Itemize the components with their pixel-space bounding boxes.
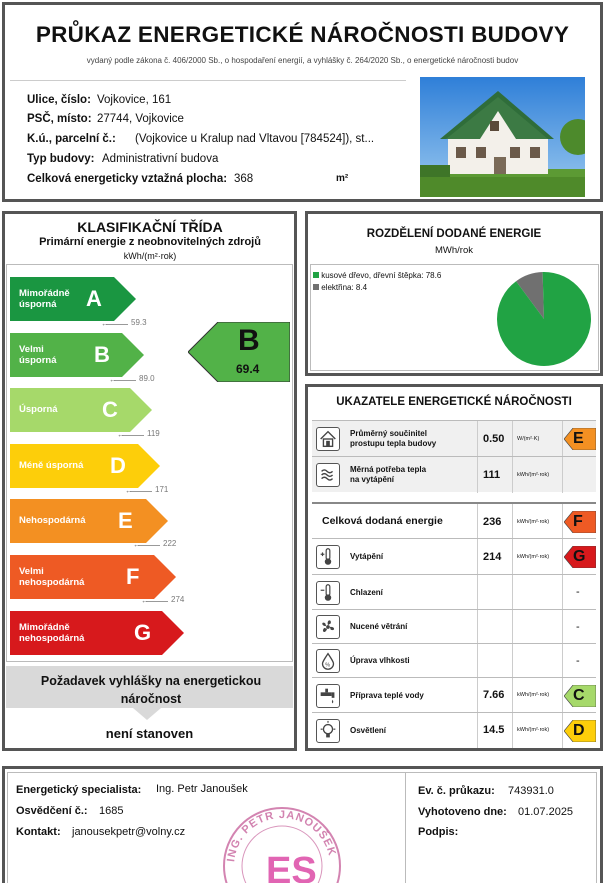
indicator-col-sep [512, 678, 513, 713]
indicator-class-badge [564, 546, 596, 568]
threshold-value-5: 274 [171, 595, 185, 604]
indicator-value: 111 [483, 468, 501, 481]
class-letter-d: D [110, 453, 126, 478]
class-label-d [19, 460, 83, 471]
stamp-letters: ES [266, 850, 317, 883]
classification-subtitle: Primární energie z neobnovitelných zdrojů [39, 236, 261, 248]
indicator-class-badge [564, 685, 596, 707]
building-info [10, 80, 406, 197]
result-arrow [188, 322, 290, 382]
page-title: PRŮKAZ ENERGETICKÉ NÁROČNOSTI BUDOVY [35, 22, 570, 47]
indicator-label [350, 588, 383, 598]
indicator-col-sep [512, 539, 513, 575]
indicator-value: 214 [483, 550, 502, 563]
ku-label: K.ú., parcelní č.: [27, 133, 116, 145]
indicator-class-badge [564, 720, 596, 742]
energy-split-title: ROZDĚLENÍ DODANÉ ENERGIE [366, 228, 542, 240]
threshold-line-3 [130, 491, 152, 492]
indicator-col-sep [477, 539, 478, 575]
indicator-class-letter: E [573, 430, 584, 447]
specialist-value: Ing. Petr Janoušek [156, 783, 248, 795]
class-bar-g [10, 611, 184, 655]
indicator-class-badge [564, 428, 596, 450]
energy-pie-chart [496, 271, 592, 367]
indicator-col-sep [477, 457, 478, 493]
class-letter-g: G [134, 620, 152, 645]
class-label-line1: Velmi [19, 344, 44, 355]
class-label-line1: Úsporná [19, 404, 58, 415]
svg-text:%: % [325, 662, 331, 669]
house-icon [316, 427, 340, 451]
psc-value: 27744, Vojkovice [97, 113, 184, 125]
indicator-unit: kWh/(m²·rok) [517, 471, 550, 478]
indicator-col-sep [512, 457, 513, 493]
indicator-label-line1: Vytápění [350, 552, 384, 561]
threshold-value-2: 119 [147, 429, 160, 438]
result-value: 69.4 [236, 362, 260, 376]
threshold-arrow-5: ← [141, 596, 149, 605]
area-value: 368 [234, 173, 254, 185]
classification-unit: kWh/(m²·rok) [123, 251, 177, 261]
indicator-label-line1: Celková dodaná energie [322, 515, 443, 527]
indicator-label-line2: na vytápění [350, 475, 395, 484]
indicator-col-sep [562, 539, 563, 575]
indicator-col-sep [562, 713, 563, 748]
indicator-value: 0.50 [483, 432, 505, 445]
indicator-label-line2: prostupu tepla budovy [350, 439, 437, 448]
energy-split-unit: MWh/rok [435, 245, 473, 256]
threshold-arrow-3: ← [125, 486, 133, 495]
indicator-col-sep [562, 678, 563, 713]
class-label-line1: Mimořádně [19, 622, 70, 633]
class-letter-a: A [86, 286, 102, 311]
ku-value: (Vojkovice u Kralup nad Vltavou [784524]), st... [135, 133, 375, 145]
thermometer-icon [316, 545, 340, 569]
indicator-value: 236 [483, 515, 502, 528]
indicator-value: - [576, 620, 580, 633]
indicator-class-letter: C [573, 686, 585, 704]
legend-label-1: elektřina: 8.4 [321, 283, 368, 292]
indicator-col-sep [562, 644, 563, 678]
class-label-a [19, 288, 70, 310]
type-value: Administrativní budova [102, 153, 219, 165]
indicator-col-sep [477, 644, 478, 678]
area-unit: m² [336, 173, 349, 184]
date-value: 01.07.2025 [518, 806, 574, 818]
indicator-label-line1: Měrná potřeba tepla [350, 465, 427, 474]
indicator-col-sep [477, 504, 478, 540]
indicator-unit: kWh/(m²·rok) [517, 518, 550, 525]
indicator-value: - [576, 654, 580, 667]
lightbulb-icon [316, 719, 340, 743]
threshold-line-2 [122, 435, 144, 436]
indicator-class-badge [564, 511, 596, 533]
class-letter-c: C [102, 397, 118, 422]
indicator-label-line1: Nucené větrání [350, 622, 408, 631]
threshold-arrow-1: ← [109, 375, 117, 384]
legend-label-0: kusové dřevo, dřevní štěpka: 78.6 [321, 271, 442, 280]
page-subtitle: vydaný podle zákona č. 406/2000 Sb., o hospodaření energií, a vyhlášky č. 264/2020 Sb., o energetické náročnosti budov [86, 56, 519, 65]
psc-label: PSČ, místo: [27, 113, 92, 125]
class-label-line2: nehospodárná [19, 577, 85, 588]
street-value: Vojkovice, 161 [97, 94, 172, 106]
indicator-label [350, 552, 383, 562]
class-label-c [19, 404, 58, 415]
ev-label: Ev. č. průkazu: [418, 785, 495, 797]
threshold-line-1 [114, 380, 136, 381]
indicator-row-4 [312, 574, 596, 609]
class-label-line1: Velmi [19, 566, 44, 577]
class-label-line1: Méně úsporná [19, 460, 84, 471]
indicator-col-sep [562, 575, 563, 610]
indicator-col-sep [477, 575, 478, 610]
type-label: Typ budovy: [27, 153, 95, 165]
indicator-unit: kWh/(m²·rok) [517, 727, 550, 733]
indicator-label-line1: Chlazení [350, 587, 383, 597]
threshold-line-5 [146, 601, 168, 602]
indicator-unit: kWh/(m²·rok) [517, 692, 550, 698]
area-label: Celková energeticky vztažná plocha: [27, 173, 228, 185]
indicator-col-sep [512, 644, 513, 678]
indicator-value: - [576, 586, 580, 598]
class-bar-d [10, 444, 160, 488]
class-bar-b [10, 333, 144, 377]
indicator-row-1 [312, 456, 596, 492]
indicator-col-sep [512, 421, 513, 457]
stamp [212, 786, 352, 883]
indicator-label-line1: Osvětlení [350, 725, 387, 735]
class-label-line2: nehospodárná [19, 633, 85, 644]
class-letter-f: F [126, 564, 140, 589]
threshold-line-4 [138, 545, 160, 546]
indicator-row-5 [312, 609, 596, 643]
threshold-value-4: 222 [163, 539, 177, 548]
pie-slice-wood [497, 272, 591, 366]
indicator-col-sep [512, 713, 513, 748]
faucet-icon [316, 684, 340, 708]
class-bar-e [10, 499, 168, 543]
indicator-label [350, 691, 424, 701]
indicator-class-letter: D [573, 721, 585, 739]
class-label-line2: úsporná [19, 299, 57, 310]
indicator-class-letter: G [573, 548, 586, 565]
indicator-label [350, 726, 386, 736]
date-label: Vyhotoveno dne: [418, 806, 507, 818]
indicator-col-sep [562, 504, 563, 540]
classification-title: KLASIFIKAČNÍ TŘÍDA [77, 219, 223, 235]
result-letter: B [238, 324, 260, 357]
threshold-arrow-2: ← [117, 430, 125, 439]
indicator-col-sep [562, 610, 563, 644]
class-letter-b: B [94, 342, 110, 367]
indicator-label-line1: Úprava vlhkosti [350, 656, 410, 665]
class-label-line1: Mimořádně [19, 288, 70, 299]
indicator-col-sep [512, 575, 513, 610]
threshold-value-1: 89.0 [139, 374, 155, 383]
class-label-g [19, 622, 84, 644]
requirement-title: Požadavek vyhlášky na energetickou náročnost [40, 674, 262, 706]
legend-swatch-1 [313, 284, 319, 290]
indicator-value: 7.66 [483, 689, 505, 701]
indicator-label-line1: Příprava teplé vody [350, 690, 424, 700]
indicator-value: 14.5 [483, 724, 505, 736]
indicator-col-sep [477, 678, 478, 713]
threshold-arrow-0: ← [101, 319, 109, 328]
indicator-row-0 [312, 420, 596, 456]
indicator-label-line1: Průměrný součinitel [350, 429, 427, 438]
indicators-title: UKAZATELE ENERGETICKÉ NÁROČNOSTI [336, 396, 572, 408]
fan-icon [316, 615, 340, 639]
class-label-line1: Nehospodárná [19, 515, 86, 526]
class-label-f [19, 566, 84, 588]
class-bar-a [10, 277, 136, 321]
requirement-pointer [133, 708, 161, 720]
indicator-label [350, 465, 426, 485]
humidity-icon [316, 649, 340, 673]
requirement-value: není stanoven [105, 726, 194, 741]
contact-value[interactable]: janousekpetr@volny.cz [72, 826, 186, 838]
legend-item-1 [313, 283, 367, 292]
class-label-e [19, 515, 86, 526]
indicator-col-sep [512, 610, 513, 644]
indicator-class-letter: F [573, 513, 583, 530]
indicator-label [350, 622, 407, 632]
indicator-col-sep [477, 610, 478, 644]
indicator-col-sep [562, 457, 563, 493]
class-letter-e: E [118, 508, 133, 533]
sign-label: Podpis: [418, 826, 459, 838]
footer-divider [405, 772, 406, 883]
class-bar-c [10, 388, 152, 432]
indicator-label [322, 516, 443, 526]
building-photo [420, 77, 585, 197]
contact-label: Kontakt: [16, 826, 61, 838]
threshold-line-0 [106, 324, 128, 325]
legend-item-0 [313, 271, 441, 280]
legend-swatch-0 [313, 272, 319, 278]
indicator-unit: W/(m²·K) [517, 435, 540, 442]
indicator-col-sep [477, 421, 478, 457]
indicator-col-sep [477, 713, 478, 748]
class-label-b [19, 344, 56, 366]
indicator-label [350, 429, 436, 449]
threshold-arrow-4: ← [133, 540, 141, 549]
class-label-line2: úsporná [19, 355, 57, 366]
indicator-label [350, 656, 410, 666]
indicator-col-sep [562, 421, 563, 457]
indicator-row-6 [312, 643, 596, 677]
specialist-label: Energetický specialista: [16, 784, 142, 796]
indicator-row-2 [312, 502, 596, 538]
indicator-row-3 [312, 538, 596, 574]
indicator-col-sep [512, 504, 513, 540]
street-label: Ulice, číslo: [27, 94, 91, 106]
thermometer-cold-icon [316, 581, 340, 605]
indicator-row-8 [312, 712, 596, 747]
class-bar-f [10, 555, 176, 599]
stamp-text: ING. PETR JANOUŠEK [225, 808, 338, 863]
indicator-row-7 [312, 677, 596, 712]
threshold-value-3: 171 [155, 485, 169, 494]
indicator-unit: kWh/(m²·rok) [517, 553, 550, 560]
cert-label: Osvědčení č.: [16, 805, 88, 817]
heat-wave-icon [316, 463, 340, 487]
cert-value: 1685 [99, 805, 124, 817]
threshold-value-0: 59.3 [131, 318, 147, 327]
ev-value: 743931.0 [508, 785, 554, 797]
